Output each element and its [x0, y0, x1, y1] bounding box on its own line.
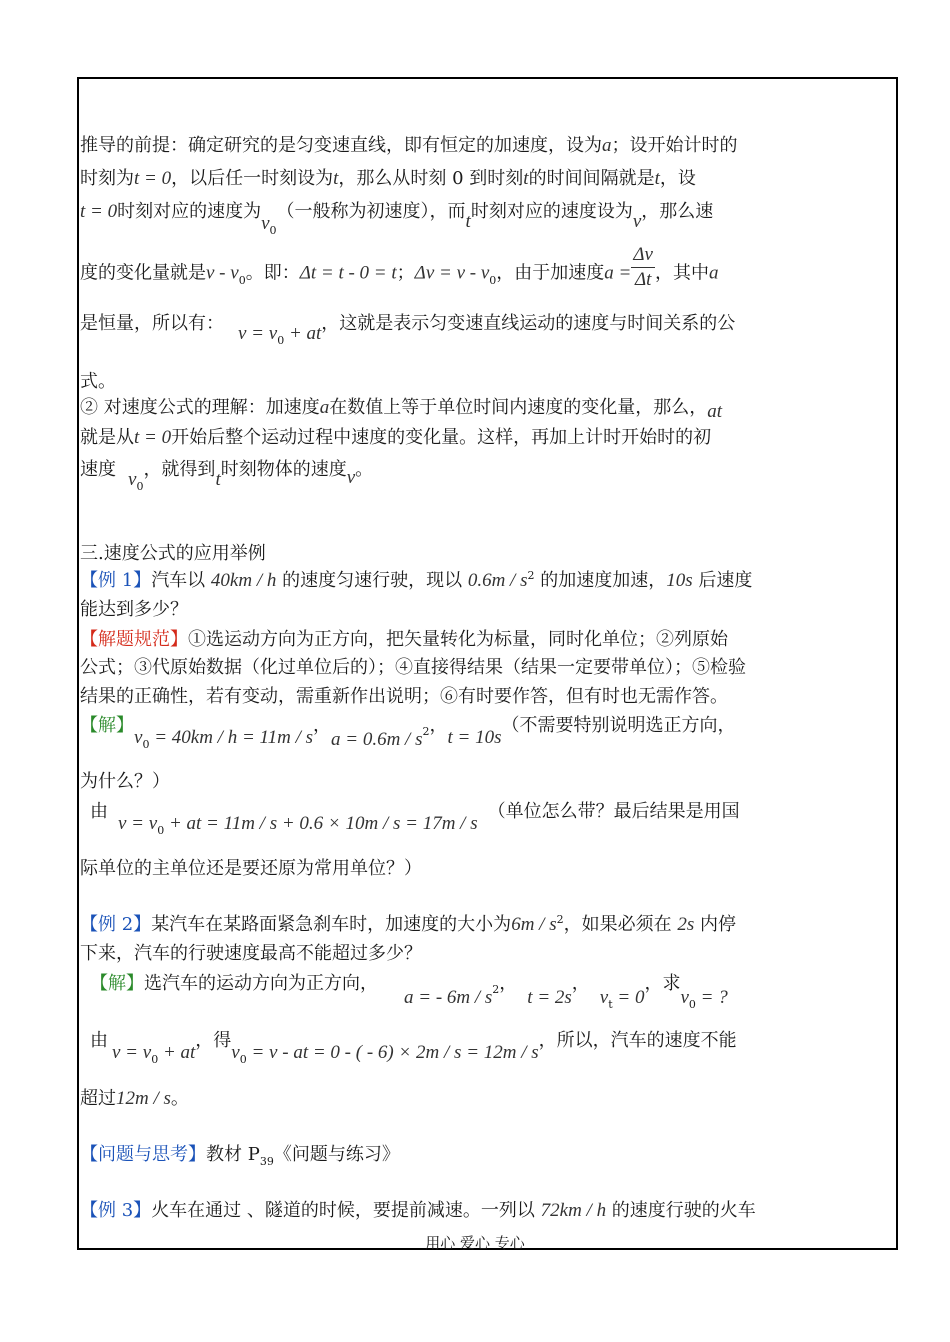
- example1-line-2: 能达到多少？: [80, 599, 188, 620]
- example1-norm-line-1: 【解题规范】①选运动方向为正方向，把矢量转化为标量，同时化单位；②列原始: [80, 629, 728, 650]
- example2-solution-line-3: 超过12m / s。: [80, 1088, 189, 1109]
- example2-line-2: 下来，汽车的行驶速度最高不能超过多少？: [80, 943, 422, 964]
- acceleration-fraction: $\frac{\Delta v}{\Delta t}$: [633, 244, 653, 290]
- example3-line-1: 【例 3】火车在通过 、隧道的时候，要提前减速。一列以 72km / h 的速度行驶的火车: [80, 1200, 756, 1221]
- example2-solution-line-1: 【解】选汽车的运动方向为正方向，a = - $6m / s_2$，t = 2s，$v_t = 0$，求$v_0$ = ?: [90, 973, 728, 1011]
- derivation-line-1: 推导的前提：确定研究的是匀变速直线，即有恒定的加速度，设为a；设开始计时的: [80, 135, 738, 156]
- understanding-line-1: ② 对速度公式的理解：加速度a在数值上等于单位时间内速度的变化量，那么，at: [80, 397, 723, 422]
- example2-solution-tag: 【解】: [90, 973, 144, 994]
- understanding-line-3: 速度 $v_0$，就得到t时刻物体的速度v。: [80, 459, 374, 493]
- example2-tag: 【例 2】: [80, 914, 152, 935]
- example1-solution-line-4: 际单位的主单位还是要还原为常用单位？）: [80, 858, 422, 879]
- solution-tag: 【解】: [80, 715, 134, 736]
- derivation-line-3: t = 0时刻对应的速度为$v_0$（一般称为初速度），而t时刻对应的速度设为v，那么速: [80, 201, 714, 237]
- example1-tag: 【例 1】: [80, 570, 152, 591]
- example1-solution-line-3: 由$v = v_0$ + at = 11m / s + 0.6 × 10m / s = 17m / s（单位怎么带？最后结果是用国: [90, 801, 740, 837]
- derivation-line-6: 式。: [80, 371, 116, 392]
- example3-tag: 【例 3】: [80, 1200, 152, 1221]
- derivation-line-4: 度的变化量就是v - $v_0$。即：Δt = t - 0 = t；$\Delta v = v - v_0$，由于加速度a = $\frac{\Delta v}{\Delta t}$ ，其中a: [80, 244, 719, 290]
- example1-norm-line-3: 结果的正确性，若有变动，需重新作出说明；⑥有时要作答，但有时也无需作答。: [80, 686, 728, 707]
- norm-tag: 【解题规范】: [80, 629, 188, 650]
- page-footer: 用心 爱心 专心: [425, 1234, 525, 1252]
- derivation-line-5: 是恒量，所以有： $v = v_0$ + at，这就是表示匀变速直线运动的速度与时间关系的公: [80, 313, 736, 347]
- think-tag: 【问题与思考】: [80, 1144, 206, 1165]
- derivation-line-2: 时刻为t = 0，以后任一时刻设为t，那么从时刻 0 到时刻t的时间间隔就是t，设: [80, 168, 696, 189]
- section-title: 三.速度公式的应用举例: [80, 543, 266, 564]
- example2-solution-line-2: 由$v = v_0$ + at，得$v_0 = v$ - at = 0 - ( - 6) × 2m / s = 12m / s，所以，汽车的速度不能: [90, 1030, 737, 1066]
- example2-line-1: 【例 2】某汽车在某路面紧急刹车时，加速度的大小为$6m / s^2$，如果必须在 2s 内停: [80, 913, 736, 935]
- example1-norm-line-2: 公式；③代原始数据（化过单位后的）；④直接得结果（结果一定要带单位）；⑤检验: [80, 657, 746, 678]
- think-line: 【问题与思考】教材 $P_{39}$《问题与练习》: [80, 1144, 400, 1168]
- example1-solution-line-1: 【解】$v_0 = 40km / h = 11m / s$，$a = 0.6m / s_2$，t = 10s（不需要特别说明选正方向，: [80, 715, 736, 751]
- understanding-line-2: 就是从t = 0开始后整个运动过程中速度的变化量。这样，再加上计时开始时的初: [80, 427, 712, 448]
- example1-line-1: 【例 1】汽车以 40km / h 的速度匀速行驶，现以 $0.6m / s^2$ 的加速度加速，10s 后速度: [80, 569, 753, 591]
- example1-solution-line-2: 为什么？）: [80, 771, 170, 792]
